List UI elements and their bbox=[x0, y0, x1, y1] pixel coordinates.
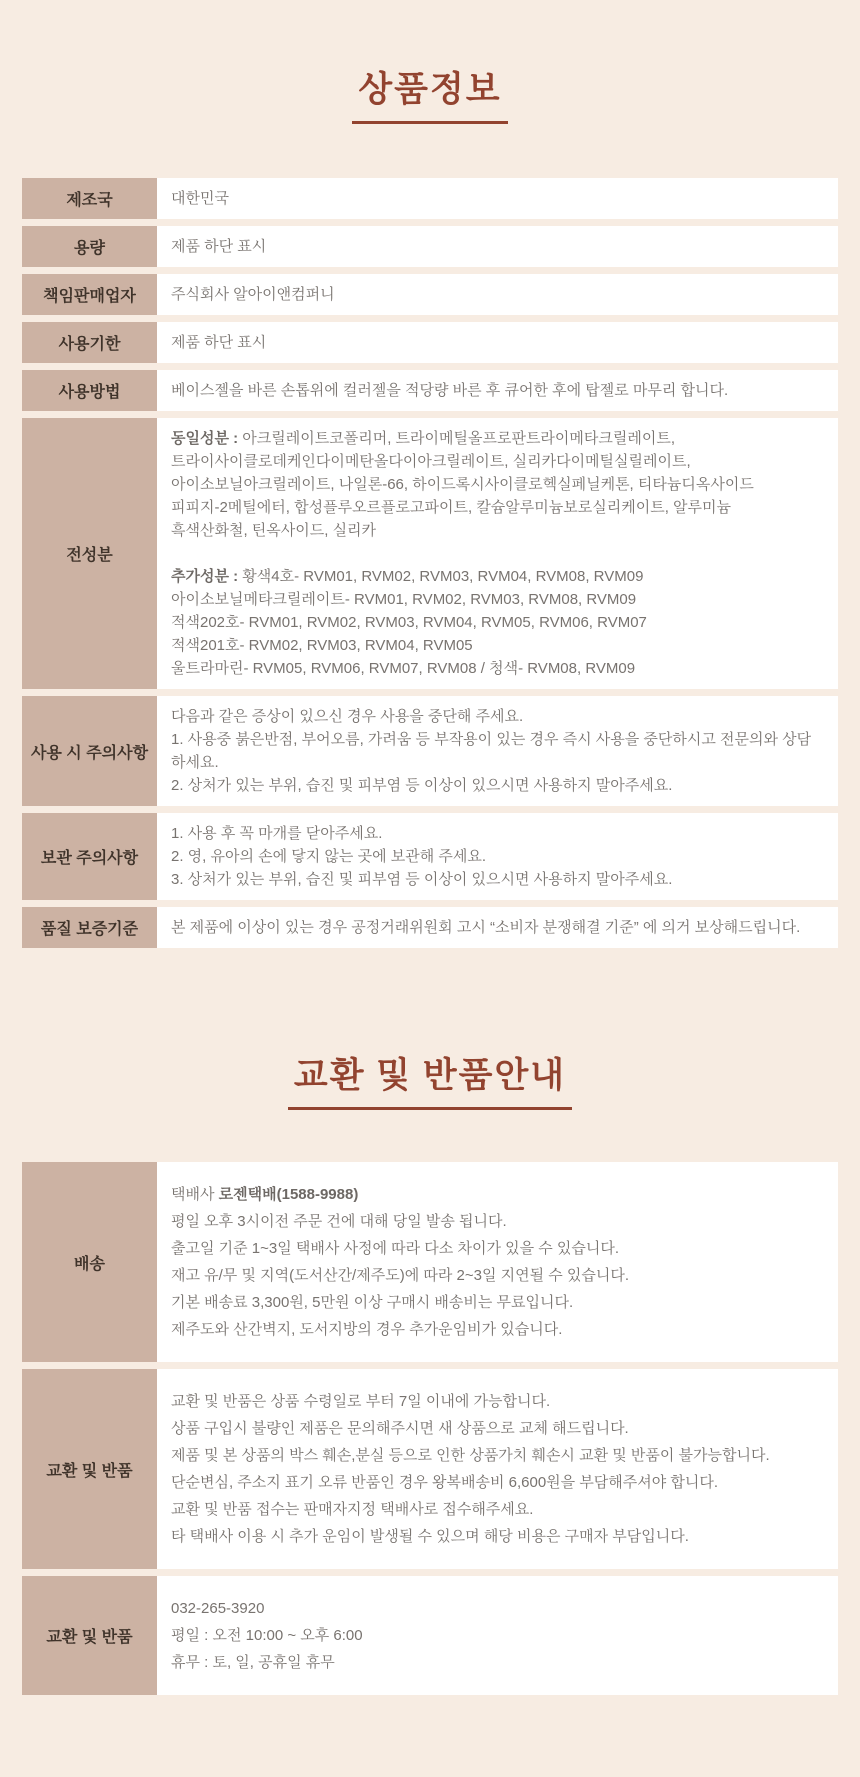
table-row bbox=[22, 418, 838, 689]
row-label: 사용방법 bbox=[22, 370, 157, 411]
row-content bbox=[157, 370, 838, 411]
content-line: 휴무 : 토, 일, 공휴일 휴무 bbox=[171, 1654, 335, 1671]
table-row bbox=[22, 696, 838, 806]
row-content bbox=[157, 813, 838, 900]
content-line: 1. 사용 후 꼭 마개를 닫아주세요. bbox=[171, 825, 383, 842]
row-content bbox=[157, 418, 838, 689]
row-content bbox=[157, 1576, 838, 1695]
content-line: 평일 오후 3시이전 주문 건에 대해 당일 발송 됩니다. bbox=[171, 1213, 507, 1230]
content-line: 주식회사 알아이앤컴퍼니 bbox=[171, 286, 335, 303]
content-line: 교환 및 반품 접수는 판매자지정 택배사로 접수해주세요. bbox=[171, 1501, 534, 1518]
content-line: 2. 상처가 있는 부위, 습진 및 피부염 등 이상이 있으시면 사용하지 말아주세요. bbox=[171, 777, 673, 794]
exchange-info-title-text: 교환 및 반품안내 bbox=[288, 1048, 572, 1110]
table-row bbox=[22, 907, 838, 948]
content-line: 택배사 로젠택배(1588-9988) bbox=[171, 1186, 359, 1203]
content-line: 적색202호- RVM01, RVM02, RVM03, RVM04, RVM05, RVM06, RVM07 bbox=[171, 614, 647, 631]
content-line: 제품 및 본 상품의 박스 훼손,분실 등으로 인한 상품가치 훼손시 교환 및 반품이 불가능합니다. bbox=[171, 1447, 770, 1464]
product-info-title bbox=[0, 0, 860, 124]
row-content bbox=[157, 274, 838, 315]
row-label: 품질 보증기준 bbox=[22, 907, 157, 948]
content-line bbox=[171, 542, 818, 565]
table-row bbox=[22, 1162, 838, 1362]
content-line: 1. 사용중 붉은반점, 부어오름, 가려움 등 부작용이 있는 경우 즉시 사용을 중단하시고 전문의와 상담하세요. bbox=[171, 731, 812, 771]
content-line: 피피지-2메틸에터, 합성플루오르플로고파이트, 칼슘알루미늄보로실리케이트, 알루미늄 bbox=[171, 499, 731, 516]
row-label: 사용기한 bbox=[22, 322, 157, 363]
content-line: 제품 하단 표시 bbox=[171, 334, 267, 351]
content-line: 제품 하단 표시 bbox=[171, 238, 267, 255]
table-row bbox=[22, 322, 838, 363]
table-row bbox=[22, 813, 838, 900]
content-line: 베이스젤을 바른 손톱위에 컬러젤을 적당량 바른 후 큐어한 후에 탑젤로 마무리 합니다. bbox=[171, 382, 729, 399]
row-content bbox=[157, 1162, 838, 1362]
row-label: 교환 및 반품 bbox=[22, 1369, 157, 1569]
row-label: 교환 및 반품 bbox=[22, 1576, 157, 1695]
content-line: 적색201호- RVM02, RVM03, RVM04, RVM05 bbox=[171, 637, 473, 654]
row-label: 배송 bbox=[22, 1162, 157, 1362]
content-line: 울트라마린- RVM05, RVM06, RVM07, RVM08 / 청색- RVM08, RVM09 bbox=[171, 660, 636, 677]
content-line: 본 제품에 이상이 있는 경우 공정거래위원회 고시 “소비자 분쟁해결 기준” 에 의거 보상해드립니다. bbox=[171, 919, 801, 936]
row-label: 제조국 bbox=[22, 178, 157, 219]
row-content bbox=[157, 226, 838, 267]
table-row bbox=[22, 1576, 838, 1695]
table-row bbox=[22, 370, 838, 411]
content-line: 대한민국 bbox=[171, 190, 229, 207]
row-label: 보관 주의사항 bbox=[22, 813, 157, 900]
content-line: 출고일 기준 1~3일 택배사 사정에 따라 다소 차이가 있을 수 있습니다. bbox=[171, 1240, 620, 1257]
content-line: 동일성분 : 아크릴레이트코폴리머, 트라이메틸올프로판트라이메타크릴레이트, bbox=[171, 430, 676, 447]
table-row bbox=[22, 178, 838, 219]
table-row bbox=[22, 1369, 838, 1569]
table-row bbox=[22, 226, 838, 267]
content-line: 032-265-3920 bbox=[171, 1600, 265, 1617]
content-line: 재고 유/무 및 지역(도서산간/제주도)에 따라 2~3일 지연될 수 있습니다. bbox=[171, 1267, 630, 1284]
row-label: 사용 시 주의사항 bbox=[22, 696, 157, 806]
content-line: 3. 상처가 있는 부위, 습진 및 피부염 등 이상이 있으시면 사용하지 말아주세요. bbox=[171, 871, 673, 888]
content-line: 기본 배송료 3,300원, 5만원 이상 구매시 배송비는 무료입니다. bbox=[171, 1294, 574, 1311]
row-content bbox=[157, 696, 838, 806]
exchange-return-table bbox=[22, 1162, 838, 1695]
content-line: 트라이사이클로데케인다이메탄올다이아크릴레이트, 실리카다이메틸실릴레이트, bbox=[171, 453, 691, 470]
product-info-table bbox=[22, 178, 838, 948]
content-line: 다음과 같은 증상이 있으신 경우 사용을 중단해 주세요. bbox=[171, 708, 524, 725]
row-content bbox=[157, 178, 838, 219]
content-line: 추가성분 : 황색4호- RVM01, RVM02, RVM03, RVM04, RVM08, RVM09 bbox=[171, 568, 644, 585]
content-line: 2. 영, 유아의 손에 닿지 않는 곳에 보관해 주세요. bbox=[171, 848, 487, 865]
row-content bbox=[157, 322, 838, 363]
content-line: 단순변심, 주소지 표기 오류 반품인 경우 왕복배송비 6,600원을 부담해주셔야 합니다. bbox=[171, 1474, 719, 1491]
exchange-info-title bbox=[0, 1048, 860, 1110]
product-info-title-text: 상품정보 bbox=[352, 62, 507, 124]
row-content bbox=[157, 907, 838, 948]
content-line: 흑색산화철, 틴옥사이드, 실리카 bbox=[171, 522, 377, 539]
content-line: 교환 및 반품은 상품 수령일로 부터 7일 이내에 가능합니다. bbox=[171, 1393, 551, 1410]
content-line: 제주도와 산간벽지, 도서지방의 경우 추가운임비가 있습니다. bbox=[171, 1321, 563, 1338]
content-line: 아이소보닐아크릴레이트, 나일론-66, 하이드록시사이클로헥실페닐케톤, 티타늄디옥사이드 bbox=[171, 476, 754, 493]
content-line: 아이소보닐메타크릴레이트- RVM01, RVM02, RVM03, RVM08, RVM09 bbox=[171, 591, 637, 608]
row-label: 책임판매업자 bbox=[22, 274, 157, 315]
content-line: 타 택배사 이용 시 추가 운임이 발생될 수 있으며 해당 비용은 구매자 부담입니다. bbox=[171, 1528, 689, 1545]
row-content bbox=[157, 1369, 838, 1569]
row-label: 용량 bbox=[22, 226, 157, 267]
content-line: 상품 구입시 불량인 제품은 문의해주시면 새 상품으로 교체 해드립니다. bbox=[171, 1420, 629, 1437]
row-label: 전성분 bbox=[22, 418, 157, 689]
table-row bbox=[22, 274, 838, 315]
content-line: 평일 : 오전 10:00 ~ 오후 6:00 bbox=[171, 1627, 363, 1644]
